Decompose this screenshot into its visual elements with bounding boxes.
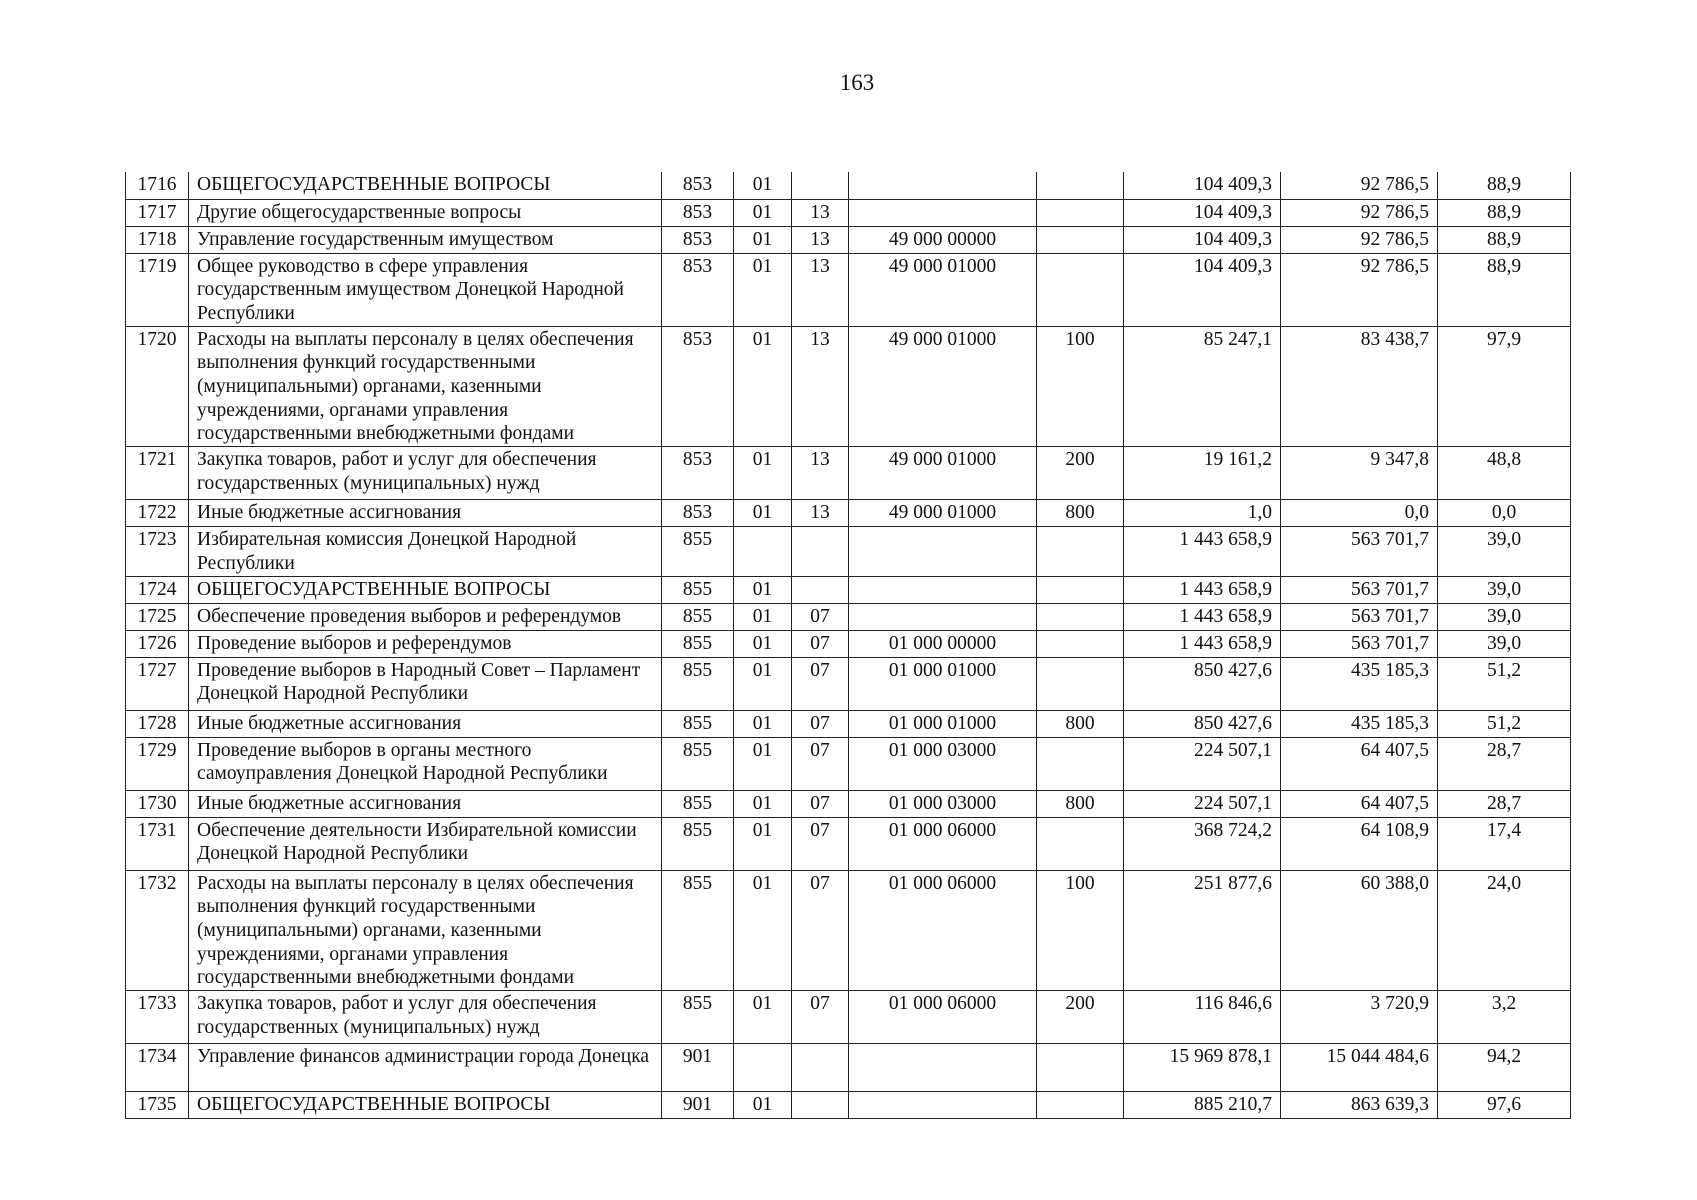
row-number-cell: 1721 <box>126 447 189 500</box>
subsection-code-cell: 07 <box>792 817 849 870</box>
actual-amount-cell: 15 044 484,6 <box>1281 1044 1438 1092</box>
planned-amount-cell: 251 877,6 <box>1124 870 1281 991</box>
row-number-cell: 1723 <box>126 527 189 576</box>
row-number-cell: 1716 <box>126 172 189 199</box>
target-article-cell: 01 000 03000 <box>849 737 1037 790</box>
actual-amount-cell: 563 701,7 <box>1281 630 1438 657</box>
execution-percent-cell: 39,0 <box>1438 630 1571 657</box>
target-article-cell: 49 000 00000 <box>849 226 1037 253</box>
expense-type-cell <box>1037 603 1124 630</box>
expense-type-cell <box>1037 657 1124 710</box>
department-code-cell: 855 <box>662 630 734 657</box>
execution-percent-cell: 0,0 <box>1438 500 1571 527</box>
expense-type-cell <box>1037 817 1124 870</box>
department-code-cell: 855 <box>662 603 734 630</box>
expense-type-cell: 200 <box>1037 447 1124 500</box>
row-number-cell: 1734 <box>126 1044 189 1092</box>
section-code-cell: 01 <box>734 226 792 253</box>
execution-percent-cell: 97,9 <box>1438 326 1571 447</box>
item-name-cell: Иные бюджетные ассигнования <box>189 790 662 817</box>
department-code-cell: 855 <box>662 991 734 1044</box>
expense-type-cell <box>1037 576 1124 603</box>
item-name-cell: ОБЩЕГОСУДАРСТВЕННЫЕ ВОПРОСЫ <box>189 576 662 603</box>
target-article-cell: 01 000 00000 <box>849 630 1037 657</box>
section-code-cell: 01 <box>734 447 792 500</box>
target-article-cell <box>849 1044 1037 1092</box>
item-name-cell: Управление финансов администрации города Донецка <box>189 1044 662 1092</box>
planned-amount-cell: 224 507,1 <box>1124 737 1281 790</box>
subsection-code-cell: 13 <box>792 500 849 527</box>
subsection-code-cell: 07 <box>792 710 849 737</box>
planned-amount-cell: 15 969 878,1 <box>1124 1044 1281 1092</box>
department-code-cell: 853 <box>662 447 734 500</box>
target-article-cell <box>849 576 1037 603</box>
row-number-cell: 1724 <box>126 576 189 603</box>
section-code-cell: 01 <box>734 500 792 527</box>
item-name-cell: Другие общегосударственные вопросы <box>189 199 662 226</box>
target-article-cell <box>849 172 1037 199</box>
item-name-cell: Общее руководство в сфере управления государственным имуществом Донецкой Народной Республики <box>189 253 662 326</box>
execution-percent-cell: 28,7 <box>1438 737 1571 790</box>
actual-amount-cell: 563 701,7 <box>1281 576 1438 603</box>
execution-percent-cell: 51,2 <box>1438 657 1571 710</box>
planned-amount-cell: 104 409,3 <box>1124 226 1281 253</box>
execution-percent-cell: 88,9 <box>1438 199 1571 226</box>
section-code-cell: 01 <box>734 870 792 991</box>
planned-amount-cell: 850 427,6 <box>1124 710 1281 737</box>
section-code-cell: 01 <box>734 817 792 870</box>
table-row <box>126 1044 1571 1092</box>
table-row <box>126 630 1571 657</box>
section-code-cell <box>734 527 792 576</box>
section-code-cell: 01 <box>734 253 792 326</box>
table-row <box>126 991 1571 1044</box>
department-code-cell: 855 <box>662 870 734 991</box>
table-row <box>126 790 1571 817</box>
table-row <box>126 447 1571 500</box>
department-code-cell: 853 <box>662 172 734 199</box>
planned-amount-cell: 104 409,3 <box>1124 199 1281 226</box>
table-row <box>126 737 1571 790</box>
actual-amount-cell: 435 185,3 <box>1281 657 1438 710</box>
subsection-code-cell <box>792 172 849 199</box>
subsection-code-cell: 07 <box>792 630 849 657</box>
item-name-cell: Иные бюджетные ассигнования <box>189 710 662 737</box>
section-code-cell: 01 <box>734 790 792 817</box>
expense-type-cell: 800 <box>1037 500 1124 527</box>
item-name-cell: Проведение выборов и референдумов <box>189 630 662 657</box>
item-name-cell: Обеспечение проведения выборов и референдумов <box>189 603 662 630</box>
execution-percent-cell: 17,4 <box>1438 817 1571 870</box>
table-row <box>126 576 1571 603</box>
execution-percent-cell: 88,9 <box>1438 253 1571 326</box>
expense-type-cell <box>1037 630 1124 657</box>
target-article-cell <box>849 199 1037 226</box>
expense-type-cell <box>1037 1044 1124 1092</box>
row-number-cell: 1732 <box>126 870 189 991</box>
execution-percent-cell: 94,2 <box>1438 1044 1571 1092</box>
actual-amount-cell: 92 786,5 <box>1281 226 1438 253</box>
expense-type-cell: 800 <box>1037 710 1124 737</box>
item-name-cell: Управление государственным имуществом <box>189 226 662 253</box>
execution-percent-cell: 28,7 <box>1438 790 1571 817</box>
department-code-cell: 853 <box>662 253 734 326</box>
planned-amount-cell: 1 443 658,9 <box>1124 576 1281 603</box>
execution-percent-cell: 39,0 <box>1438 576 1571 603</box>
table-row <box>126 199 1571 226</box>
row-number-cell: 1720 <box>126 326 189 447</box>
section-code-cell: 01 <box>734 603 792 630</box>
actual-amount-cell: 83 438,7 <box>1281 326 1438 447</box>
section-code-cell <box>734 1044 792 1092</box>
item-name-cell: Закупка товаров, работ и услуг для обеспечения государственных (муниципальных) нужд <box>189 991 662 1044</box>
target-article-cell: 01 000 01000 <box>849 657 1037 710</box>
actual-amount-cell: 3 720,9 <box>1281 991 1438 1044</box>
subsection-code-cell: 13 <box>792 447 849 500</box>
department-code-cell: 855 <box>662 817 734 870</box>
department-code-cell: 853 <box>662 326 734 447</box>
planned-amount-cell: 885 210,7 <box>1124 1092 1281 1119</box>
row-number-cell: 1730 <box>126 790 189 817</box>
subsection-code-cell: 13 <box>792 253 849 326</box>
row-number-cell: 1729 <box>126 737 189 790</box>
table-body <box>126 172 1571 1119</box>
expense-type-cell <box>1037 1092 1124 1119</box>
subsection-code-cell <box>792 1092 849 1119</box>
section-code-cell: 01 <box>734 710 792 737</box>
expense-type-cell <box>1037 737 1124 790</box>
target-article-cell: 01 000 03000 <box>849 790 1037 817</box>
item-name-cell: Расходы на выплаты персоналу в целях обеспечения выполнения функций государственными (муниципальными) органами, казенными учреждениями, органами управления государственными внебюджетными фондами <box>189 326 662 447</box>
row-number-cell: 1731 <box>126 817 189 870</box>
execution-percent-cell: 97,6 <box>1438 1092 1571 1119</box>
execution-percent-cell: 39,0 <box>1438 527 1571 576</box>
target-article-cell <box>849 527 1037 576</box>
planned-amount-cell: 1 443 658,9 <box>1124 630 1281 657</box>
department-code-cell: 855 <box>662 527 734 576</box>
table-row <box>126 253 1571 326</box>
subsection-code-cell: 07 <box>792 991 849 1044</box>
row-number-cell: 1728 <box>126 710 189 737</box>
expense-type-cell: 100 <box>1037 326 1124 447</box>
actual-amount-cell: 64 108,9 <box>1281 817 1438 870</box>
row-number-cell: 1733 <box>126 991 189 1044</box>
subsection-code-cell <box>792 1044 849 1092</box>
actual-amount-cell: 92 786,5 <box>1281 253 1438 326</box>
expense-type-cell <box>1037 253 1124 326</box>
department-code-cell: 853 <box>662 500 734 527</box>
actual-amount-cell: 64 407,5 <box>1281 737 1438 790</box>
section-code-cell: 01 <box>734 630 792 657</box>
item-name-cell: Обеспечение деятельности Избирательной комиссии Донецкой Народной Республики <box>189 817 662 870</box>
table-row <box>126 817 1571 870</box>
target-article-cell: 01 000 06000 <box>849 991 1037 1044</box>
subsection-code-cell: 07 <box>792 657 849 710</box>
subsection-code-cell: 07 <box>792 790 849 817</box>
target-article-cell <box>849 603 1037 630</box>
actual-amount-cell: 92 786,5 <box>1281 172 1438 199</box>
table-row <box>126 657 1571 710</box>
subsection-code-cell: 13 <box>792 226 849 253</box>
actual-amount-cell: 863 639,3 <box>1281 1092 1438 1119</box>
actual-amount-cell: 60 388,0 <box>1281 870 1438 991</box>
planned-amount-cell: 104 409,3 <box>1124 253 1281 326</box>
subsection-code-cell: 13 <box>792 326 849 447</box>
department-code-cell: 855 <box>662 737 734 790</box>
expense-type-cell: 800 <box>1037 790 1124 817</box>
subsection-code-cell: 07 <box>792 870 849 991</box>
subsection-code-cell <box>792 527 849 576</box>
table-row <box>126 710 1571 737</box>
target-article-cell: 49 000 01000 <box>849 326 1037 447</box>
row-number-cell: 1725 <box>126 603 189 630</box>
expense-type-cell <box>1037 527 1124 576</box>
table-row <box>126 527 1571 576</box>
actual-amount-cell: 0,0 <box>1281 500 1438 527</box>
department-code-cell: 901 <box>662 1044 734 1092</box>
section-code-cell: 01 <box>734 172 792 199</box>
actual-amount-cell: 435 185,3 <box>1281 710 1438 737</box>
planned-amount-cell: 850 427,6 <box>1124 657 1281 710</box>
execution-percent-cell: 48,8 <box>1438 447 1571 500</box>
actual-amount-cell: 64 407,5 <box>1281 790 1438 817</box>
item-name-cell: Расходы на выплаты персоналу в целях обеспечения выполнения функций государственными (муниципальными) органами, казенными учреждениями, органами управления государственными внебюджетными фондами <box>189 870 662 991</box>
department-code-cell: 855 <box>662 576 734 603</box>
planned-amount-cell: 1,0 <box>1124 500 1281 527</box>
budget-table <box>125 172 1571 1119</box>
planned-amount-cell: 116 846,6 <box>1124 991 1281 1044</box>
table-row <box>126 603 1571 630</box>
expense-type-cell <box>1037 199 1124 226</box>
table-row <box>126 500 1571 527</box>
row-number-cell: 1726 <box>126 630 189 657</box>
planned-amount-cell: 368 724,2 <box>1124 817 1281 870</box>
target-article-cell: 01 000 06000 <box>849 817 1037 870</box>
section-code-cell: 01 <box>734 1092 792 1119</box>
planned-amount-cell: 19 161,2 <box>1124 447 1281 500</box>
department-code-cell: 853 <box>662 199 734 226</box>
table-row <box>126 1092 1571 1119</box>
department-code-cell: 901 <box>662 1092 734 1119</box>
item-name-cell: Избирательная комиссия Донецкой Народной Республики <box>189 527 662 576</box>
subsection-code-cell: 07 <box>792 603 849 630</box>
actual-amount-cell: 92 786,5 <box>1281 199 1438 226</box>
target-article-cell <box>849 1092 1037 1119</box>
table-row <box>126 870 1571 991</box>
section-code-cell: 01 <box>734 657 792 710</box>
page-number: 163 <box>839 70 875 95</box>
target-article-cell: 49 000 01000 <box>849 253 1037 326</box>
row-number-cell: 1717 <box>126 199 189 226</box>
table-row <box>126 226 1571 253</box>
item-name-cell: Проведение выборов в Народный Совет – Парламент Донецкой Народной Республики <box>189 657 662 710</box>
row-number-cell: 1722 <box>126 500 189 527</box>
item-name-cell: ОБЩЕГОСУДАРСТВЕННЫЕ ВОПРОСЫ <box>189 1092 662 1119</box>
planned-amount-cell: 85 247,1 <box>1124 326 1281 447</box>
row-number-cell: 1719 <box>126 253 189 326</box>
department-code-cell: 855 <box>662 710 734 737</box>
target-article-cell: 01 000 01000 <box>849 710 1037 737</box>
planned-amount-cell: 1 443 658,9 <box>1124 603 1281 630</box>
subsection-code-cell: 13 <box>792 199 849 226</box>
table-row <box>126 172 1571 199</box>
execution-percent-cell: 88,9 <box>1438 172 1571 199</box>
target-article-cell: 01 000 06000 <box>849 870 1037 991</box>
row-number-cell: 1735 <box>126 1092 189 1119</box>
execution-percent-cell: 51,2 <box>1438 710 1571 737</box>
department-code-cell: 853 <box>662 226 734 253</box>
section-code-cell: 01 <box>734 991 792 1044</box>
table-row <box>126 326 1571 447</box>
planned-amount-cell: 224 507,1 <box>1124 790 1281 817</box>
execution-percent-cell: 39,0 <box>1438 603 1571 630</box>
section-code-cell: 01 <box>734 326 792 447</box>
target-article-cell: 49 000 01000 <box>849 500 1037 527</box>
section-code-cell: 01 <box>734 737 792 790</box>
execution-percent-cell: 88,9 <box>1438 226 1571 253</box>
item-name-cell: Проведение выборов в органы местного самоуправления Донецкой Народной Республики <box>189 737 662 790</box>
subsection-code-cell: 07 <box>792 737 849 790</box>
expense-type-cell: 100 <box>1037 870 1124 991</box>
expense-type-cell: 200 <box>1037 991 1124 1044</box>
planned-amount-cell: 104 409,3 <box>1124 172 1281 199</box>
section-code-cell: 01 <box>734 576 792 603</box>
execution-percent-cell: 3,2 <box>1438 991 1571 1044</box>
item-name-cell: Иные бюджетные ассигнования <box>189 500 662 527</box>
planned-amount-cell: 1 443 658,9 <box>1124 527 1281 576</box>
item-name-cell: Закупка товаров, работ и услуг для обеспечения государственных (муниципальных) нужд <box>189 447 662 500</box>
actual-amount-cell: 563 701,7 <box>1281 603 1438 630</box>
actual-amount-cell: 9 347,8 <box>1281 447 1438 500</box>
actual-amount-cell: 563 701,7 <box>1281 527 1438 576</box>
expense-type-cell <box>1037 226 1124 253</box>
section-code-cell: 01 <box>734 199 792 226</box>
execution-percent-cell: 24,0 <box>1438 870 1571 991</box>
row-number-cell: 1727 <box>126 657 189 710</box>
target-article-cell: 49 000 01000 <box>849 447 1037 500</box>
expense-type-cell <box>1037 172 1124 199</box>
department-code-cell: 855 <box>662 657 734 710</box>
department-code-cell: 855 <box>662 790 734 817</box>
item-name-cell: ОБЩЕГОСУДАРСТВЕННЫЕ ВОПРОСЫ <box>189 172 662 199</box>
row-number-cell: 1718 <box>126 226 189 253</box>
subsection-code-cell <box>792 576 849 603</box>
